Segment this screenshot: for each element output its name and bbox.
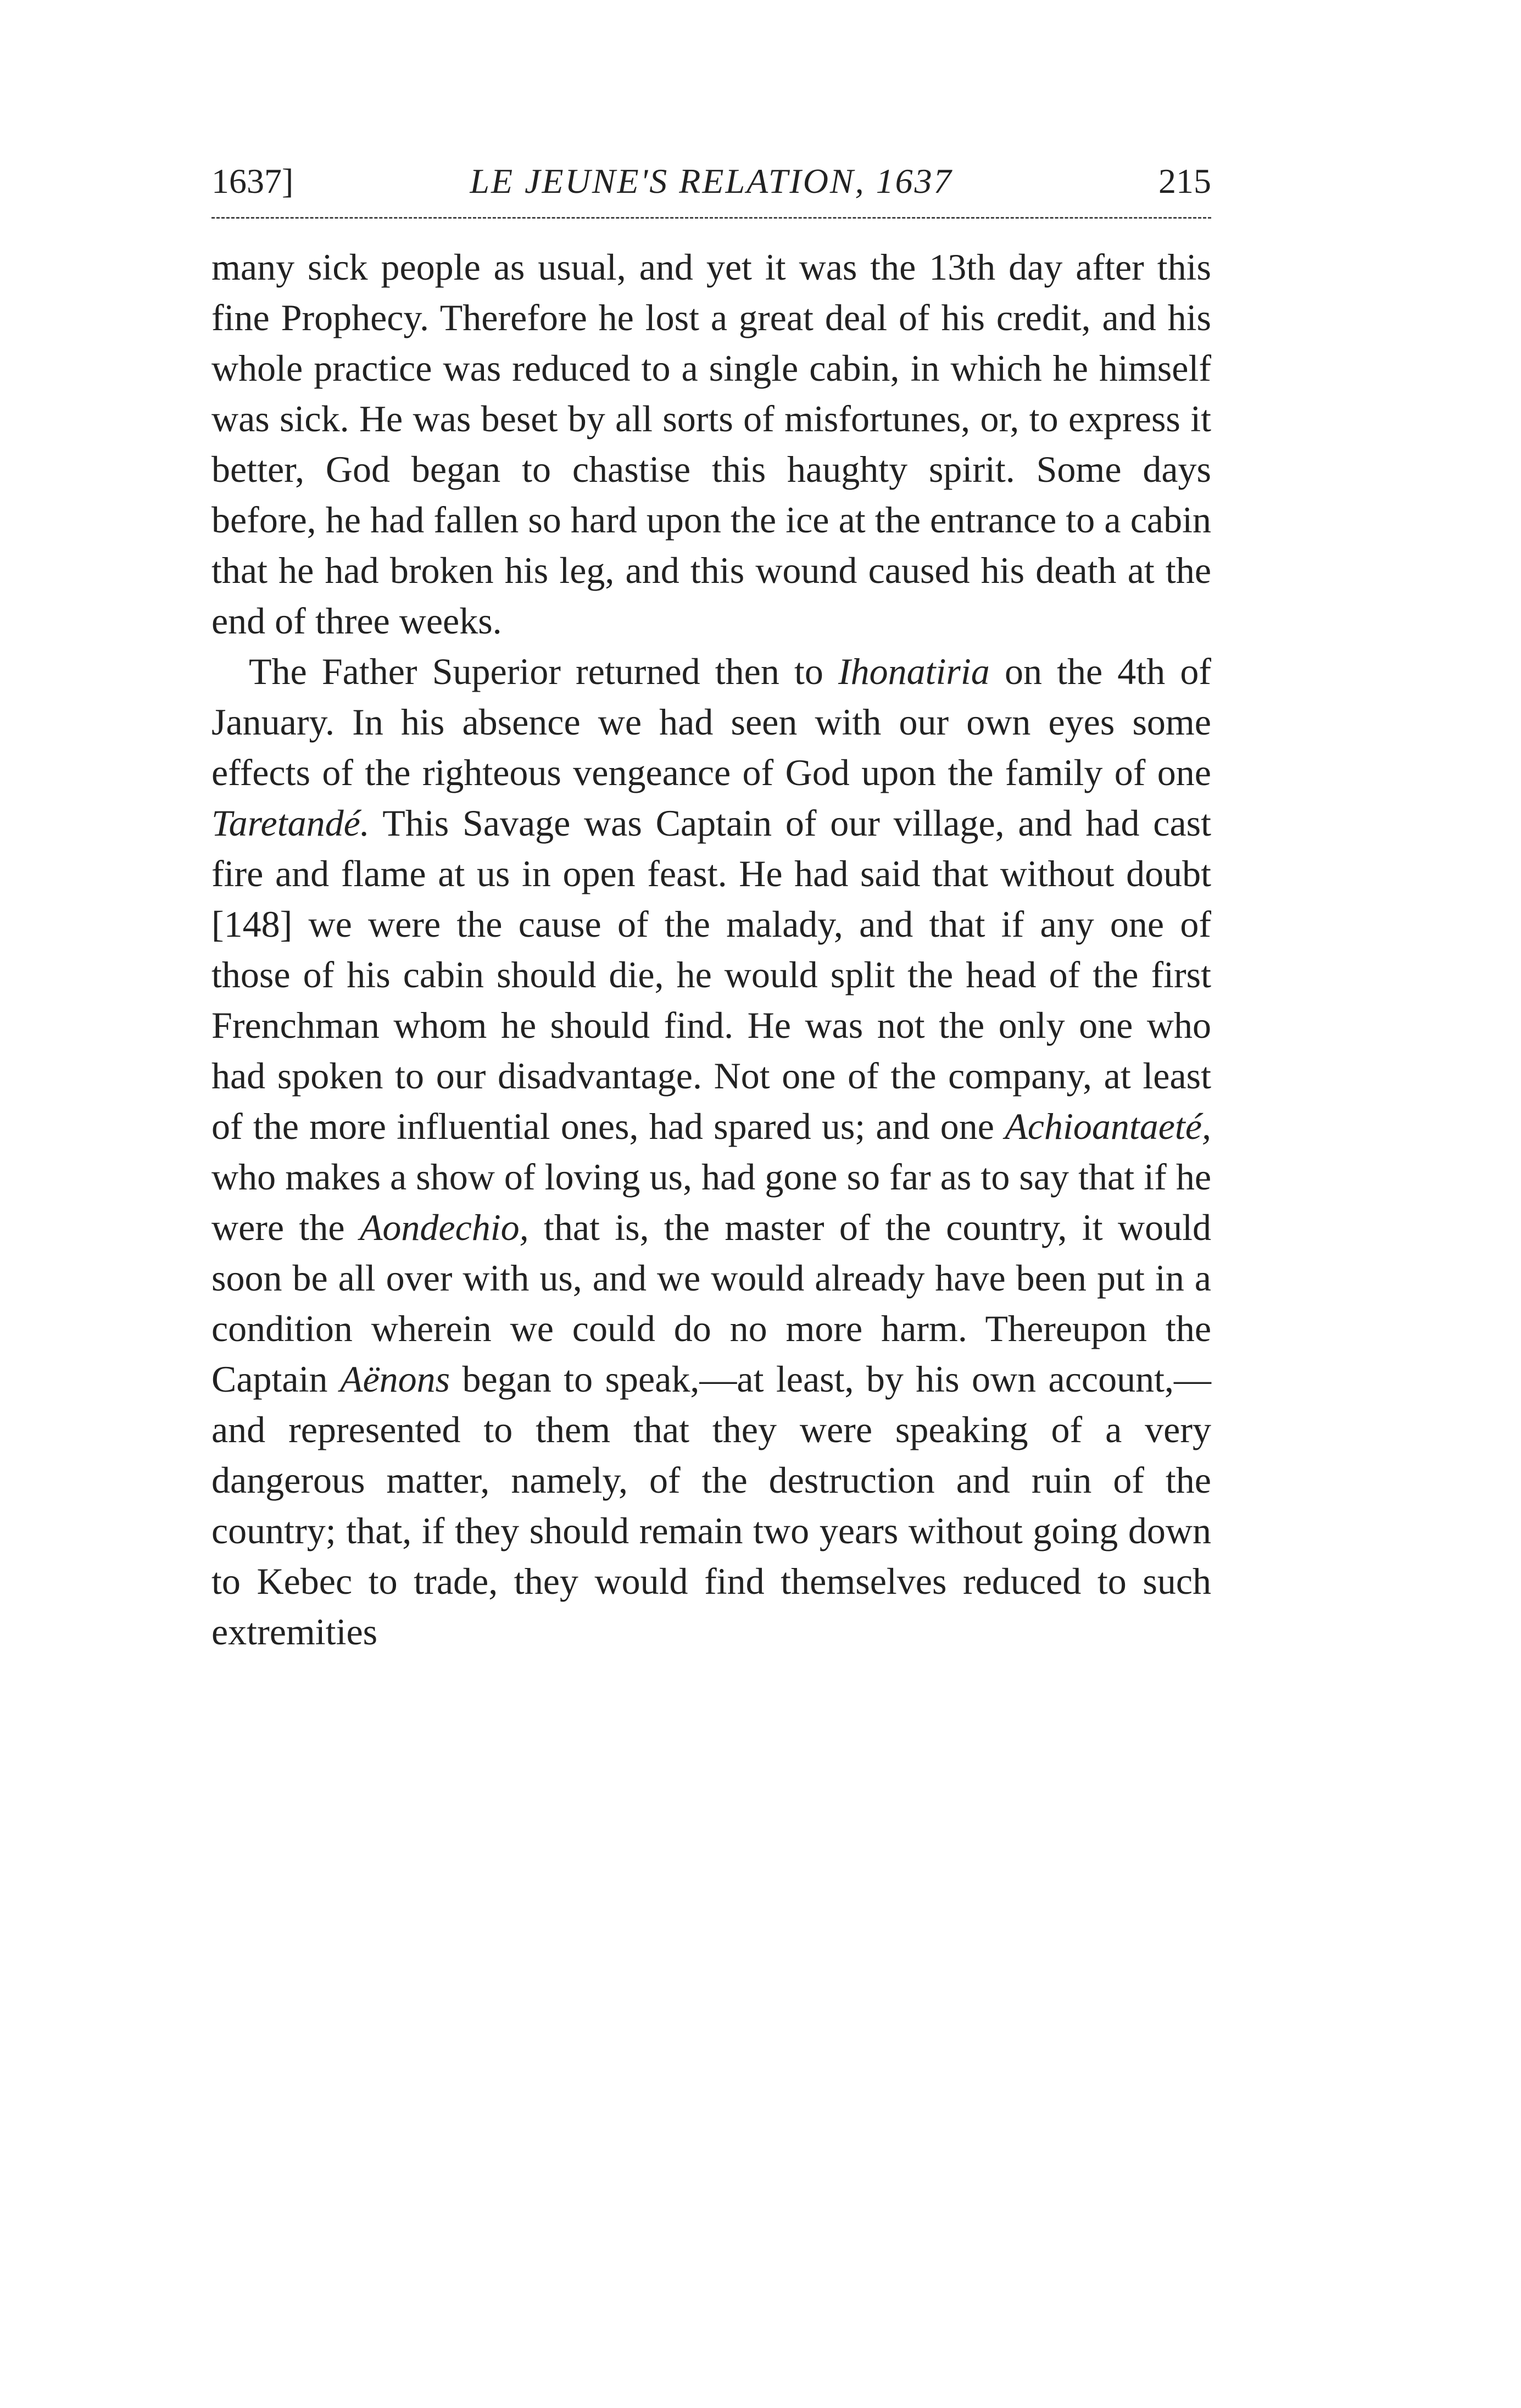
- page-number: 215: [1158, 162, 1211, 201]
- paragraph-1: [211, 242, 1211, 646]
- person-name-taretande: Taretandé.: [211, 802, 370, 844]
- place-name-ihonatiria: Ihonatiria: [838, 650, 990, 692]
- running-title: LE JEUNE'S RELATION, 1637: [470, 162, 953, 201]
- header-rule: [211, 217, 1211, 219]
- paragraph-2-text-2: on the 4th of January. In his absence we had seen with our own eyes some effects of the righteous vengeance of God upon the family of one: [211, 650, 1211, 793]
- person-name-achioantaete: Achioantaeté,: [1005, 1105, 1211, 1147]
- paragraph-2-text-6: began to speak,—at least, by his own account,—and represented to them that they were speaking of a very dangerous matter, namely, of the destruction and ruin of the country; that, if they should remain two years without going down to Kebec to trade, they would find themselves reduced to such extremities: [211, 1358, 1211, 1653]
- person-name-aenons: Aënons: [339, 1358, 450, 1400]
- paragraph-2-text-3: This Savage was Captain of our village, and had cast fire and flame at us in open feast. He had said that without doubt [148] we were the cause of the malady, and that if any one of those of his cabin should die, he would split the head of the first Frenchman whom he should find. He was not the only one who had spoken to our disadvantage. Not one of the company, at least of the more influential ones, had spared us; and one: [211, 802, 1211, 1147]
- paragraph-2: [211, 646, 1211, 1657]
- body-text: [211, 242, 1211, 1657]
- paragraph-2-text-4: who makes a show of loving us, had gone so far as to say that if he were the: [211, 1156, 1211, 1248]
- paragraph-1-text: many sick people as usual, and yet it was the 13th day after this fine Prophecy. Therefore he lost a great deal of his credit, and his whole practice was reduced to a single cabin, in which he himself was sick. He was beset by all sorts of misfortunes, or, to express it better, God began to chastise this haughty spirit. Some days before, he had fallen so hard upon the ice at the entrance to a cabin that he had broken his leg, and this wound caused his death at the end of three weeks.: [211, 246, 1211, 642]
- running-head: [211, 159, 1211, 203]
- paragraph-2-text-5: that is, the master of the country, it would soon be all over with us, and we would already have been put in a condition wherein we could do no more harm. Thereupon the Captain: [211, 1206, 1211, 1400]
- paragraph-2-text-1: The Father Superior returned then to: [249, 650, 838, 692]
- term-aondechio: Aondechio,: [359, 1206, 529, 1248]
- page-year-left: 1637]: [211, 162, 294, 201]
